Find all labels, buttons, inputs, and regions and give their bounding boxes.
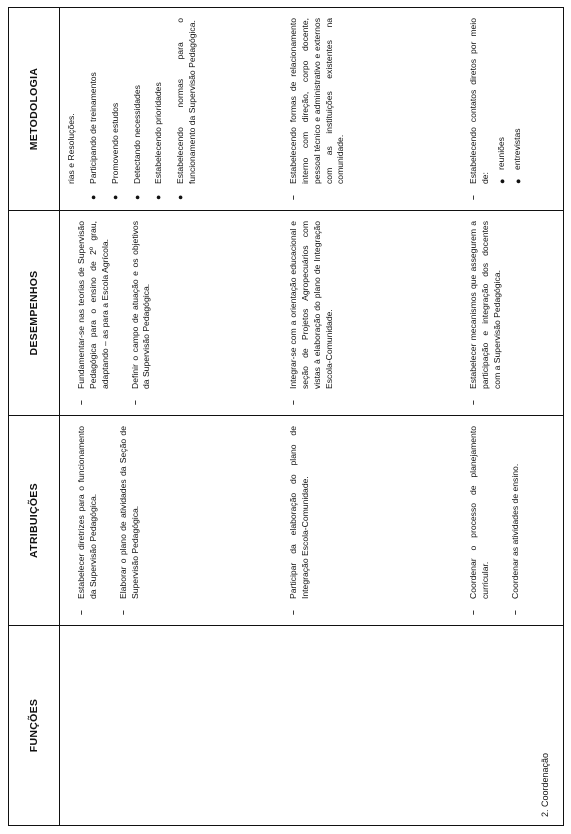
atribuicoes-block-3: [468, 416, 540, 625]
bullet-marker: ●: [153, 194, 164, 200]
metodologia-block-3: [468, 8, 543, 210]
desempenho-text: Definir o campo de atuação e os objetivos da Supervisão Pedagógica.: [129, 221, 152, 389]
table-row: [60, 8, 564, 826]
list-item: [66, 18, 78, 200]
col-atribuicoes: [60, 416, 564, 626]
dash-marker: –: [76, 610, 86, 615]
list-item: [175, 18, 199, 200]
metodologia-text: Estabelecendo prioridades: [153, 82, 164, 184]
list-item: [88, 18, 100, 200]
bullet-marker: ●: [109, 194, 120, 200]
atribuicao-text: Participar da elaboração do plano de Integração Escola-Comunidade.: [288, 426, 310, 599]
dash-marker: –: [76, 400, 86, 405]
list-item: [118, 426, 142, 615]
metodologia-subtext: reuniões: [495, 137, 506, 170]
list-item: [468, 221, 504, 405]
atribuicoes-block-1: [76, 416, 159, 625]
list-item: [468, 426, 492, 615]
dash-marker: –: [468, 400, 478, 405]
metodologia-subtext: entrevistas: [512, 128, 523, 170]
list-item: [288, 426, 312, 615]
desempenho-text: Integrar-se com a orientação educacional e seção de Projetos Agropecuários com vistas à elaboração do plano de Integração Escola-Comunidade.: [288, 221, 334, 389]
atribuicoes-block-2: [288, 416, 330, 625]
header-funcoes: FUNÇÕES: [9, 626, 60, 826]
header-desempenhos: DESEMPENHOS: [9, 211, 60, 416]
dash-marker: –: [129, 400, 140, 405]
list-item: [153, 18, 165, 200]
metodologia-text: Participando de treinamentos: [87, 72, 98, 184]
metodologia-text: Estabelecendo contatos diretos por meio de:: [468, 18, 490, 184]
desempenho-text: Fundamentar-se nas teorias de Supervisão Pedagógica para o ensino de 2º grau, adaptando – as para a Escola Agrícola.: [76, 221, 110, 389]
col-desempenhos: [60, 211, 564, 416]
col-funcoes: [60, 626, 564, 826]
list-item: [510, 426, 522, 615]
atribuicao-text: Elaborar o plano de atividades da Seção de Supervisão Pedagógica.: [117, 426, 140, 599]
dash-marker: –: [117, 610, 128, 615]
header-metodologia: METODOLOGIA: [9, 8, 60, 211]
functions-table: [8, 7, 564, 826]
dash-marker: –: [509, 610, 520, 615]
metodologia-text: Estabelecendo formas de relacionamento interno com direção, corpo docente, pessoal técnico e administrativo e externos com as instituições existentes na comunidade.: [288, 18, 346, 184]
atribuicao-text: Estabelecer diretrizes para o funcionamento da Supervisão Pedagógica.: [76, 426, 98, 599]
header-row: [9, 8, 60, 826]
bullet-marker: ●: [87, 194, 98, 200]
metodologia-text: Promovendo estudos: [109, 102, 120, 184]
list-item: [468, 18, 525, 200]
list-item: [76, 426, 100, 615]
metodologia-text: Estabelecendo normas para o funcionamento da Supervisão Pedagógica.: [175, 18, 198, 184]
sub-item: [496, 18, 508, 184]
desempenhos-block-3: [468, 211, 522, 415]
metodologia-text: Detectando necessidades: [131, 85, 142, 184]
list-item: [132, 18, 144, 200]
metodologia-intro: rias e Resoluções.: [66, 113, 76, 184]
funcao-coordenacao: 2. Coordenação: [539, 752, 550, 817]
dash-marker: –: [288, 400, 298, 405]
bullet-marker: ●: [131, 194, 142, 200]
list-item: [110, 18, 122, 200]
sub-item: [512, 18, 524, 184]
list-item: [130, 221, 154, 405]
atribuicao-text: Coordenar o processo de planejamento curricular.: [468, 426, 490, 599]
dash-marker: –: [468, 195, 478, 200]
metodologia-block-1: [66, 8, 209, 210]
bullet-marker: ●: [513, 178, 524, 184]
atribuicao-text: Coordenar as atividades de ensino.: [509, 463, 520, 599]
metodologia-block-2: [288, 8, 365, 210]
desempenho-text: Estabelecer mecanismos que assegurem a participação e integração dos docentes com a Supervisão Pedagógica.: [468, 221, 502, 389]
dash-marker: –: [468, 610, 478, 615]
desempenhos-block-1: [76, 211, 171, 415]
dash-marker: –: [288, 610, 298, 615]
list-item: [76, 221, 112, 405]
col-metodologia: [60, 8, 564, 211]
bullet-marker: ●: [175, 194, 186, 200]
list-item: [288, 221, 335, 405]
bullet-marker: ●: [496, 178, 507, 184]
dash-marker: –: [288, 195, 298, 200]
list-item: [288, 18, 347, 200]
header-atribuicoes: ATRIBUIÇÕES: [9, 416, 60, 626]
desempenhos-block-2: [288, 211, 353, 415]
